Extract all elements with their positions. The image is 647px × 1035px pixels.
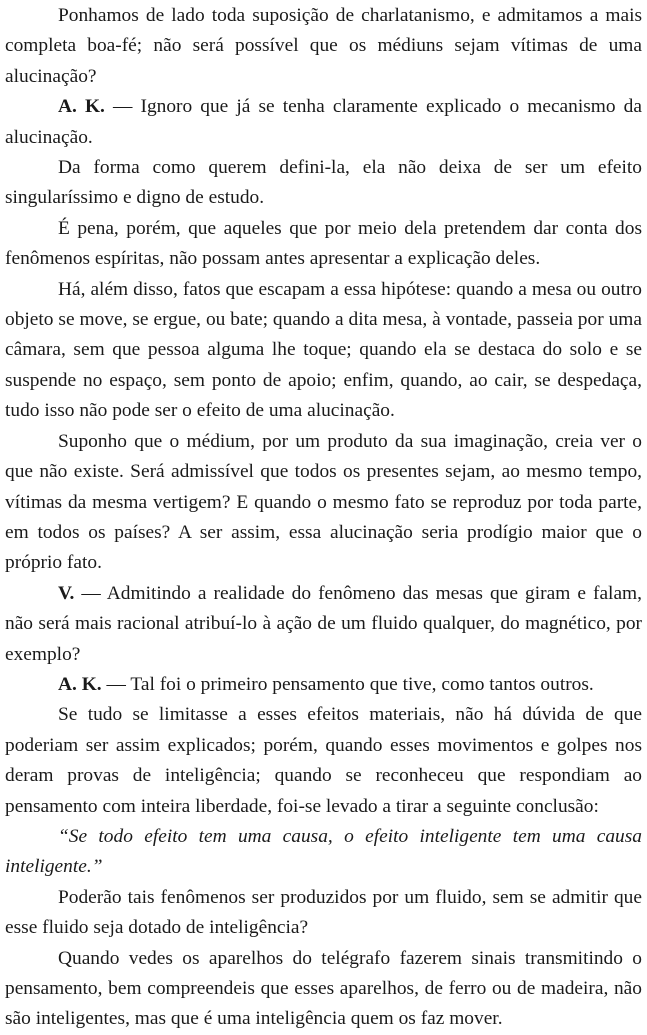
paragraph-text: Ponhamos de lado toda suposição de charlatanismo, e admitamos a mais completa boa-fé; não será possível que os médiuns sejam vítimas de uma alucinação? [5,5,642,87]
paragraph-text: Suponho que o médium, por um produto da sua imaginação, creia ver o que não existe. Será admissível que todos os presentes sejam, ao mesmo tempo, vítimas da mesma vertigem? E quando o mesmo fato se reproduz por toda parte, em todos os países? A ser assim, essa alucinação seria prodígio maior que o próprio fato. [5,430,642,574]
paragraph [5,700,642,822]
paragraph [5,883,642,944]
paragraph [5,944,642,1035]
quotation-text: “Se todo efeito tem uma causa, o efeito inteligente tem uma causa inteligente.” [5,825,642,878]
paragraph-text: — Tal foi o primeiro pensamento que tive, como tantos outros. [101,673,594,695]
paragraph-text: Se tudo se limitasse a esses efeitos materiais, não há dúvida de que poderiam ser assim explicados; porém, quando esses movimentos e golpes nos deram provas de inteligência; quando se reconheceu que respondiam ao pensamento com inteira liberdade, foi-se levado a tirar a seguinte conclusão: [5,704,642,817]
paragraph [5,92,642,153]
speaker-label: A. K. [58,96,105,118]
quotation [5,822,642,883]
paragraph-text: — Ignoro que já se tenha claramente explicado o mecanismo da alucinação. [5,96,642,148]
paragraph-text: — Admitindo a realidade do fenômeno das mesas que giram e falam, não será mais racional atribuí-lo à ação de um fluido qualquer, do magnético, por exemplo? [5,582,642,665]
paragraph [5,214,642,275]
paragraph-text: Poderão tais fenômenos ser produzidos por um fluido, sem se admitir que esse fluido seja dotado de inteligência? [5,886,642,939]
paragraph [5,670,642,700]
paragraph-text: Quando vedes os aparelhos do telégrafo fazerem sinais transmitindo o pensamento, bem compreendeis que esses aparelhos, de ferro ou de madeira, não são inteligentes, mas que é uma inteligência quem os faz mover. [5,947,642,1030]
paragraph [5,579,642,670]
paragraph [5,427,642,579]
paragraph [5,153,642,214]
paragraph-text: Há, além disso, fatos que escapam a essa hipótese: quando a mesa ou outro objeto se move, se ergue, ou bate; quando a dita mesa, à vontade, passeia por uma câmara, sem que pessoa alguma lhe toque; quando ela se destaca do solo e se suspende no espaço, sem ponto de apoio; enfim, quando, ao cair, se despedaça, tudo isso não pode ser o efeito de uma alucinação. [5,278,642,422]
paragraph [5,1,642,92]
paragraph-text: Da forma como querem defini-la, ela não deixa de ser um efeito singularíssimo e digno de estudo. [5,157,642,209]
paragraph-text: É pena, porém, que aqueles que por meio dela pretendem dar conta dos fenômenos espíritas, não possam antes apresentar a explicação deles. [5,217,642,270]
paragraph [5,275,642,427]
speaker-label: V. [58,582,75,604]
speaker-label: A. K. [58,673,102,695]
